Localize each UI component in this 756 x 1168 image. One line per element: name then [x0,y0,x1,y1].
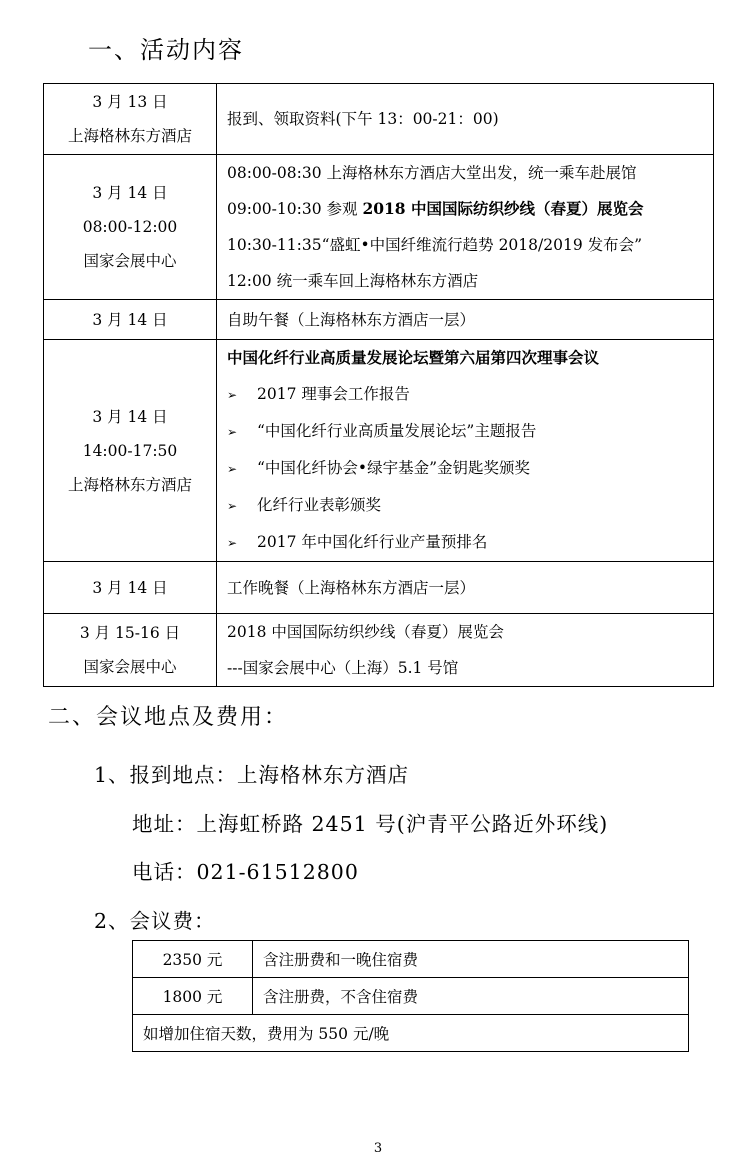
schedule-time-cell [44,562,217,614]
schedule-time-line: 3 月 15-16 日 [79,624,181,642]
fee-amount: 1800 元 [133,978,253,1015]
schedule-time-line: 国家会展中心 [83,252,177,270]
fee-label: 2、会议费： [94,909,216,933]
schedule-time-cell [44,84,217,155]
venue-phone: 电话：021-61512800 [132,860,359,884]
schedule-activity-line [227,101,713,137]
fee-table [132,940,689,1052]
activity-text: “中国化纤行业高质量发展论坛”主题报告 [257,422,537,440]
schedule-activity-line [227,650,713,686]
schedule-activity-cell [217,340,714,562]
bullet-arrow-icon: ➢ [227,388,238,402]
section-1-title: 一、活动内容 [88,36,244,64]
schedule-time-line: 08:00-12:00 [82,218,178,236]
activity-bold-text: 中国化纤行业高质量发展论坛暨第六届第四次理事会议 [227,348,600,367]
schedule-time-line: 上海格林东方酒店 [67,475,192,494]
fee-note: 如增加住宿天数，费用为 550 元/晚 [133,1015,689,1052]
schedule-time-line: 3 月 14 日 [92,407,168,426]
schedule-activity-line [227,524,713,561]
schedule-time-cell [44,614,217,687]
activity-text: 12:00 统一乘车回上海格林东方酒店 [227,272,479,290]
fee-note-row [133,1015,689,1052]
schedule-time-cell [44,155,217,300]
schedule-time-line: 上海格林东方酒店 [67,127,192,145]
section-2-title: 二、会议地点及费用： [48,705,289,730]
schedule-time-line: 3 月 14 日 [92,184,168,202]
schedule-activity-cell [217,562,714,614]
activity-text: 08:00-08:30 上海格林东方酒店大堂出发，统一乘车赴展馆 [227,164,637,182]
schedule-activity-cell [217,155,714,300]
activity-text: 化纤行业表彰颁奖 [257,496,382,514]
activity-text: 报到、领取资料(下午 13：00-21：00) [227,110,499,128]
bullet-arrow-icon: ➢ [227,499,238,513]
schedule-time-line: 国家会展中心 [83,658,177,676]
schedule-row [44,300,714,340]
schedule-activity-line [227,570,713,606]
fee-amount: 2350 元 [133,941,253,978]
activity-bold-text: 2018 中国国际纺织纱线（春夏）展览会 [362,199,644,218]
schedule-row [44,614,714,687]
bullet-arrow-icon: ➢ [227,462,238,476]
bullet-arrow-icon: ➢ [227,425,238,439]
schedule-activity-line [227,302,713,338]
schedule-row [44,340,714,562]
activity-text: 09:00-10:30 参观 [227,200,363,218]
schedule-activity-cell [217,84,714,155]
schedule-activity-line [227,450,713,487]
fee-row [133,978,689,1015]
schedule-activity-line [227,340,713,376]
schedule-time-cell [44,340,217,562]
schedule-row [44,155,714,300]
schedule-time-line: 3 月 14 日 [92,578,168,597]
activity-text: 2017 理事会工作报告 [257,385,410,403]
schedule-activity-line [227,155,713,191]
fee-description: 含注册费和一晚住宿费 [253,941,689,978]
bullet-arrow-icon: ➢ [227,536,238,550]
activity-text: 2017 年中国化纤行业产量预排名 [257,533,488,551]
schedule-time-cell [44,300,217,340]
schedule-activity-line [227,263,713,299]
venue-address: 地址：上海虹桥路 2451 号(沪青平公路近外环线) [132,812,609,836]
schedule-activity-line [227,191,713,227]
schedule-time-line: 3 月 14 日 [92,310,168,329]
activity-text: “中国化纤协会•绿宇基金”金钥匙奖颁奖 [257,459,530,477]
activity-text: 自助午餐（上海格林东方酒店一层） [227,310,476,329]
schedule-activity-line [227,376,713,413]
schedule-row [44,562,714,614]
activity-text: 2018 中国国际纺织纱线（春夏）展览会 [227,623,504,641]
schedule-activity-cell [217,300,714,340]
schedule-activity-line [227,227,713,263]
activity-text: 工作晚餐（上海格林东方酒店一层） [227,578,476,597]
activity-text: ---国家会展中心（上海）5.1 号馆 [227,659,459,677]
schedule-activity-line [227,487,713,524]
activity-text: 10:30-11:35“盛虹•中国纤维流行趋势 2018/2019 发布会” [227,236,643,254]
venue-label: 1、报到地点：上海格林东方酒店 [94,763,410,787]
fee-row [133,941,689,978]
schedule-activity-line [227,614,713,650]
fee-description: 含注册费，不含住宿费 [253,978,689,1015]
page-number: 3 [373,1141,383,1156]
schedule-activity-cell [217,614,714,687]
schedule-activity-line [227,413,713,450]
schedule-table [43,83,714,687]
schedule-row [44,84,714,155]
schedule-time-line: 3 月 13 日 [92,93,168,111]
schedule-time-line: 14:00-17:50 [82,441,178,460]
